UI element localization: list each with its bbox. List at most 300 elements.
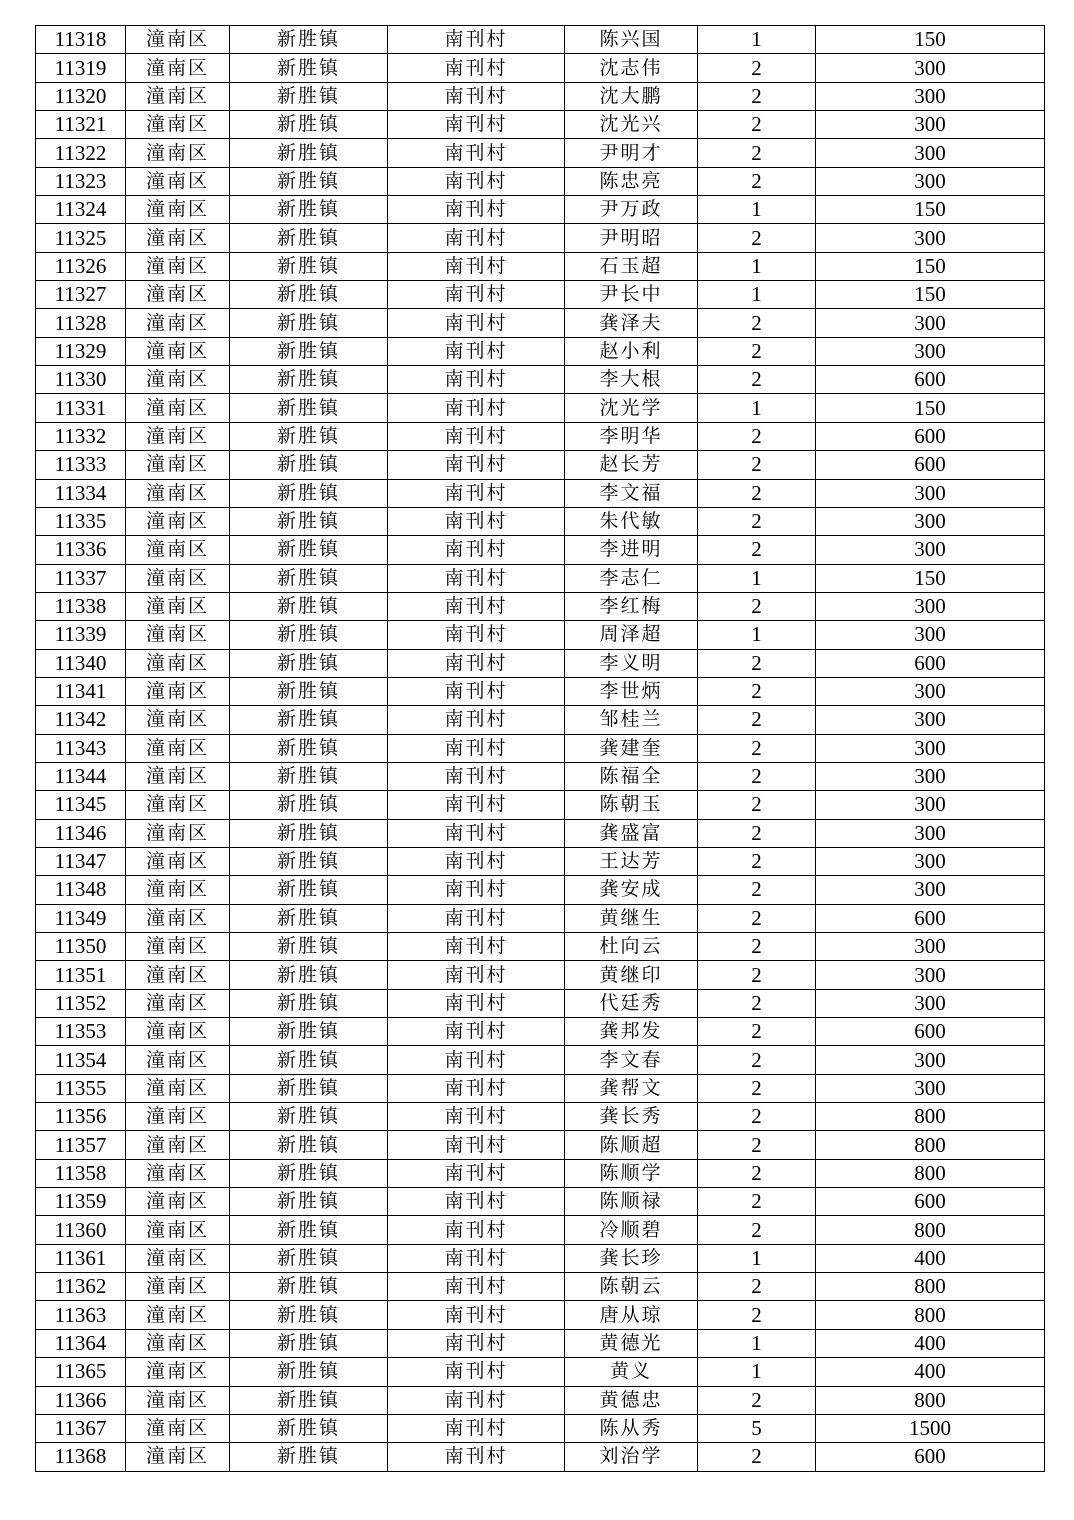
amount-cell: 300 (816, 479, 1045, 507)
table-row (36, 933, 1045, 961)
district-cell: 潼南区 (126, 933, 230, 961)
amount-cell: 300 (816, 82, 1045, 110)
district-cell: 潼南区 (126, 989, 230, 1017)
name-cell: 周泽超 (565, 621, 698, 649)
village-cell: 南刊村 (388, 1329, 565, 1357)
table-row (36, 1301, 1045, 1329)
count-cell: 2 (698, 1216, 816, 1244)
amount-cell: 300 (816, 933, 1045, 961)
town-cell: 新胜镇 (230, 1443, 388, 1471)
table-row (36, 451, 1045, 479)
amount-cell: 800 (816, 1159, 1045, 1187)
district-cell: 潼南区 (126, 1358, 230, 1386)
table-row (36, 791, 1045, 819)
row-number-cell: 11338 (36, 592, 126, 620)
count-cell: 2 (698, 904, 816, 932)
town-cell: 新胜镇 (230, 1358, 388, 1386)
town-cell: 新胜镇 (230, 989, 388, 1017)
village-cell: 南刊村 (388, 649, 565, 677)
name-cell: 龚安成 (565, 876, 698, 904)
amount-cell: 1500 (816, 1414, 1045, 1442)
row-number-cell: 11335 (36, 507, 126, 535)
row-number-cell: 11325 (36, 224, 126, 252)
name-cell: 沈光兴 (565, 111, 698, 139)
table-row (36, 1273, 1045, 1301)
count-cell: 2 (698, 337, 816, 365)
count-cell: 2 (698, 1273, 816, 1301)
name-cell: 沈大鹏 (565, 82, 698, 110)
count-cell: 2 (698, 224, 816, 252)
count-cell: 1 (698, 621, 816, 649)
count-cell: 2 (698, 1188, 816, 1216)
amount-cell: 150 (816, 196, 1045, 224)
amount-cell: 300 (816, 706, 1045, 734)
district-cell: 潼南区 (126, 111, 230, 139)
count-cell: 2 (698, 961, 816, 989)
town-cell: 新胜镇 (230, 54, 388, 82)
row-number-cell: 11368 (36, 1443, 126, 1471)
name-cell: 李志仁 (565, 564, 698, 592)
amount-cell: 800 (816, 1273, 1045, 1301)
count-cell: 2 (698, 677, 816, 705)
row-number-cell: 11365 (36, 1358, 126, 1386)
row-number-cell: 11361 (36, 1244, 126, 1272)
row-number-cell: 11363 (36, 1301, 126, 1329)
district-cell: 潼南区 (126, 1414, 230, 1442)
row-number-cell: 11339 (36, 621, 126, 649)
count-cell: 2 (698, 1103, 816, 1131)
row-number-cell: 11342 (36, 706, 126, 734)
table-row (36, 677, 1045, 705)
amount-cell: 300 (816, 54, 1045, 82)
village-cell: 南刊村 (388, 592, 565, 620)
village-cell: 南刊村 (388, 961, 565, 989)
name-cell: 王达芳 (565, 847, 698, 875)
village-cell: 南刊村 (388, 847, 565, 875)
count-cell: 2 (698, 819, 816, 847)
table-row (36, 734, 1045, 762)
village-cell: 南刊村 (388, 677, 565, 705)
town-cell: 新胜镇 (230, 139, 388, 167)
table-row (36, 139, 1045, 167)
count-cell: 2 (698, 111, 816, 139)
town-cell: 新胜镇 (230, 706, 388, 734)
amount-cell: 600 (816, 451, 1045, 479)
count-cell: 1 (698, 196, 816, 224)
table-row (36, 649, 1045, 677)
district-cell: 潼南区 (126, 82, 230, 110)
name-cell: 龚建奎 (565, 734, 698, 762)
town-cell: 新胜镇 (230, 394, 388, 422)
village-cell: 南刊村 (388, 621, 565, 649)
district-cell: 潼南区 (126, 564, 230, 592)
count-cell: 5 (698, 1414, 816, 1442)
table-row (36, 1244, 1045, 1272)
name-cell: 尹明才 (565, 139, 698, 167)
table-row (36, 507, 1045, 535)
table-row (36, 422, 1045, 450)
name-cell: 龚盛富 (565, 819, 698, 847)
village-cell: 南刊村 (388, 536, 565, 564)
table-row (36, 1131, 1045, 1159)
name-cell: 陈兴国 (565, 26, 698, 54)
name-cell: 陈忠亮 (565, 167, 698, 195)
count-cell: 2 (698, 422, 816, 450)
amount-cell: 300 (816, 507, 1045, 535)
row-number-cell: 11353 (36, 1018, 126, 1046)
count-cell: 2 (698, 54, 816, 82)
village-cell: 南刊村 (388, 819, 565, 847)
town-cell: 新胜镇 (230, 1301, 388, 1329)
count-cell: 2 (698, 1386, 816, 1414)
village-cell: 南刊村 (388, 1018, 565, 1046)
name-cell: 刘治学 (565, 1443, 698, 1471)
amount-cell: 400 (816, 1329, 1045, 1357)
village-cell: 南刊村 (388, 876, 565, 904)
count-cell: 2 (698, 451, 816, 479)
amount-cell: 800 (816, 1103, 1045, 1131)
amount-cell: 300 (816, 139, 1045, 167)
town-cell: 新胜镇 (230, 933, 388, 961)
village-cell: 南刊村 (388, 252, 565, 280)
district-cell: 潼南区 (126, 281, 230, 309)
amount-cell: 300 (816, 876, 1045, 904)
row-number-cell: 11362 (36, 1273, 126, 1301)
district-cell: 潼南区 (126, 677, 230, 705)
amount-cell: 400 (816, 1244, 1045, 1272)
amount-cell: 150 (816, 564, 1045, 592)
village-cell: 南刊村 (388, 1244, 565, 1272)
count-cell: 2 (698, 507, 816, 535)
amount-cell: 300 (816, 167, 1045, 195)
row-number-cell: 11318 (36, 26, 126, 54)
town-cell: 新胜镇 (230, 677, 388, 705)
row-number-cell: 11327 (36, 281, 126, 309)
amount-cell: 150 (816, 252, 1045, 280)
town-cell: 新胜镇 (230, 762, 388, 790)
town-cell: 新胜镇 (230, 819, 388, 847)
amount-cell: 600 (816, 422, 1045, 450)
count-cell: 1 (698, 394, 816, 422)
name-cell: 黄义 (565, 1358, 698, 1386)
table-row (36, 1443, 1045, 1471)
village-cell: 南刊村 (388, 281, 565, 309)
name-cell: 冷顺碧 (565, 1216, 698, 1244)
count-cell: 2 (698, 139, 816, 167)
amount-cell: 300 (816, 847, 1045, 875)
district-cell: 潼南区 (126, 1216, 230, 1244)
district-cell: 潼南区 (126, 1273, 230, 1301)
district-cell: 潼南区 (126, 1386, 230, 1414)
table-row (36, 592, 1045, 620)
amount-cell: 300 (816, 1046, 1045, 1074)
name-cell: 唐从琼 (565, 1301, 698, 1329)
row-number-cell: 11332 (36, 422, 126, 450)
name-cell: 陈顺超 (565, 1131, 698, 1159)
district-cell: 潼南区 (126, 1103, 230, 1131)
count-cell: 2 (698, 989, 816, 1017)
name-cell: 陈顺学 (565, 1159, 698, 1187)
count-cell: 1 (698, 1244, 816, 1272)
name-cell: 陈从秀 (565, 1414, 698, 1442)
row-number-cell: 11329 (36, 337, 126, 365)
district-cell: 潼南区 (126, 1188, 230, 1216)
amount-cell: 300 (816, 989, 1045, 1017)
count-cell: 2 (698, 1443, 816, 1471)
district-cell: 潼南区 (126, 592, 230, 620)
row-number-cell: 11359 (36, 1188, 126, 1216)
count-cell: 1 (698, 1358, 816, 1386)
village-cell: 南刊村 (388, 479, 565, 507)
district-cell: 潼南区 (126, 1074, 230, 1102)
district-cell: 潼南区 (126, 1046, 230, 1074)
name-cell: 龚泽夫 (565, 309, 698, 337)
town-cell: 新胜镇 (230, 309, 388, 337)
name-cell: 赵长芳 (565, 451, 698, 479)
row-number-cell: 11330 (36, 366, 126, 394)
amount-cell: 150 (816, 281, 1045, 309)
village-cell: 南刊村 (388, 904, 565, 932)
row-number-cell: 11345 (36, 791, 126, 819)
name-cell: 黄德光 (565, 1329, 698, 1357)
amount-cell: 300 (816, 819, 1045, 847)
row-number-cell: 11331 (36, 394, 126, 422)
amount-cell: 600 (816, 1188, 1045, 1216)
village-cell: 南刊村 (388, 1103, 565, 1131)
village-cell: 南刊村 (388, 1414, 565, 1442)
row-number-cell: 11333 (36, 451, 126, 479)
village-cell: 南刊村 (388, 394, 565, 422)
district-cell: 潼南区 (126, 904, 230, 932)
table-row (36, 1188, 1045, 1216)
amount-cell: 300 (816, 791, 1045, 819)
table-row (36, 1414, 1045, 1442)
table-row (36, 1046, 1045, 1074)
count-cell: 2 (698, 762, 816, 790)
village-cell: 南刊村 (388, 111, 565, 139)
amount-cell: 300 (816, 677, 1045, 705)
count-cell: 2 (698, 1159, 816, 1187)
town-cell: 新胜镇 (230, 1244, 388, 1272)
town-cell: 新胜镇 (230, 876, 388, 904)
row-number-cell: 11320 (36, 82, 126, 110)
village-cell: 南刊村 (388, 1386, 565, 1414)
row-number-cell: 11321 (36, 111, 126, 139)
amount-cell: 800 (816, 1131, 1045, 1159)
village-cell: 南刊村 (388, 762, 565, 790)
row-number-cell: 11358 (36, 1159, 126, 1187)
count-cell: 1 (698, 564, 816, 592)
town-cell: 新胜镇 (230, 366, 388, 394)
district-cell: 潼南区 (126, 252, 230, 280)
row-number-cell: 11347 (36, 847, 126, 875)
name-cell: 杜向云 (565, 933, 698, 961)
village-cell: 南刊村 (388, 1358, 565, 1386)
village-cell: 南刊村 (388, 309, 565, 337)
table-row (36, 1159, 1045, 1187)
table-row (36, 337, 1045, 365)
district-cell: 潼南区 (126, 649, 230, 677)
town-cell: 新胜镇 (230, 479, 388, 507)
table-row (36, 762, 1045, 790)
name-cell: 龚帮文 (565, 1074, 698, 1102)
village-cell: 南刊村 (388, 1301, 565, 1329)
name-cell: 陈顺禄 (565, 1188, 698, 1216)
row-number-cell: 11360 (36, 1216, 126, 1244)
row-number-cell: 11364 (36, 1329, 126, 1357)
count-cell: 2 (698, 1301, 816, 1329)
town-cell: 新胜镇 (230, 82, 388, 110)
district-cell: 潼南区 (126, 507, 230, 535)
town-cell: 新胜镇 (230, 1046, 388, 1074)
name-cell: 龚邦发 (565, 1018, 698, 1046)
name-cell: 李文福 (565, 479, 698, 507)
amount-cell: 300 (816, 111, 1045, 139)
village-cell: 南刊村 (388, 224, 565, 252)
table-row (36, 111, 1045, 139)
count-cell: 1 (698, 1329, 816, 1357)
village-cell: 南刊村 (388, 422, 565, 450)
row-number-cell: 11319 (36, 54, 126, 82)
town-cell: 新胜镇 (230, 1329, 388, 1357)
data-table (35, 25, 1045, 1472)
district-cell: 潼南区 (126, 479, 230, 507)
count-cell: 2 (698, 592, 816, 620)
count-cell: 2 (698, 876, 816, 904)
town-cell: 新胜镇 (230, 734, 388, 762)
district-cell: 潼南区 (126, 1443, 230, 1471)
count-cell: 2 (698, 479, 816, 507)
name-cell: 李义明 (565, 649, 698, 677)
table-body (36, 26, 1045, 1472)
town-cell: 新胜镇 (230, 26, 388, 54)
district-cell: 潼南区 (126, 876, 230, 904)
district-cell: 潼南区 (126, 734, 230, 762)
village-cell: 南刊村 (388, 1046, 565, 1074)
district-cell: 潼南区 (126, 706, 230, 734)
village-cell: 南刊村 (388, 989, 565, 1017)
row-number-cell: 11324 (36, 196, 126, 224)
table-row (36, 1386, 1045, 1414)
district-cell: 潼南区 (126, 961, 230, 989)
table-row (36, 1103, 1045, 1131)
row-number-cell: 11350 (36, 933, 126, 961)
town-cell: 新胜镇 (230, 1216, 388, 1244)
amount-cell: 300 (816, 592, 1045, 620)
village-cell: 南刊村 (388, 139, 565, 167)
town-cell: 新胜镇 (230, 1386, 388, 1414)
district-cell: 潼南区 (126, 1159, 230, 1187)
row-number-cell: 11344 (36, 762, 126, 790)
row-number-cell: 11337 (36, 564, 126, 592)
district-cell: 潼南区 (126, 621, 230, 649)
village-cell: 南刊村 (388, 734, 565, 762)
town-cell: 新胜镇 (230, 422, 388, 450)
village-cell: 南刊村 (388, 1273, 565, 1301)
name-cell: 黄德忠 (565, 1386, 698, 1414)
name-cell: 陈朝云 (565, 1273, 698, 1301)
table-row (36, 621, 1045, 649)
table-row (36, 961, 1045, 989)
name-cell: 龚长珍 (565, 1244, 698, 1272)
row-number-cell: 11351 (36, 961, 126, 989)
name-cell: 陈福全 (565, 762, 698, 790)
count-cell: 1 (698, 26, 816, 54)
table-row (36, 1329, 1045, 1357)
row-number-cell: 11352 (36, 989, 126, 1017)
amount-cell: 300 (816, 961, 1045, 989)
town-cell: 新胜镇 (230, 791, 388, 819)
town-cell: 新胜镇 (230, 904, 388, 932)
name-cell: 尹万政 (565, 196, 698, 224)
amount-cell: 300 (816, 621, 1045, 649)
district-cell: 潼南区 (126, 366, 230, 394)
district-cell: 潼南区 (126, 139, 230, 167)
district-cell: 潼南区 (126, 309, 230, 337)
table-row (36, 252, 1045, 280)
table-row (36, 536, 1045, 564)
district-cell: 潼南区 (126, 451, 230, 479)
district-cell: 潼南区 (126, 422, 230, 450)
district-cell: 潼南区 (126, 224, 230, 252)
count-cell: 2 (698, 649, 816, 677)
village-cell: 南刊村 (388, 1216, 565, 1244)
name-cell: 李进明 (565, 536, 698, 564)
village-cell: 南刊村 (388, 1188, 565, 1216)
row-number-cell: 11340 (36, 649, 126, 677)
row-number-cell: 11366 (36, 1386, 126, 1414)
town-cell: 新胜镇 (230, 1074, 388, 1102)
table-row (36, 1358, 1045, 1386)
name-cell: 李文春 (565, 1046, 698, 1074)
name-cell: 邹桂兰 (565, 706, 698, 734)
table-row (36, 167, 1045, 195)
amount-cell: 300 (816, 536, 1045, 564)
amount-cell: 300 (816, 309, 1045, 337)
town-cell: 新胜镇 (230, 592, 388, 620)
row-number-cell: 11322 (36, 139, 126, 167)
count-cell: 1 (698, 252, 816, 280)
village-cell: 南刊村 (388, 564, 565, 592)
amount-cell: 400 (816, 1358, 1045, 1386)
amount-cell: 800 (816, 1386, 1045, 1414)
village-cell: 南刊村 (388, 1074, 565, 1102)
village-cell: 南刊村 (388, 54, 565, 82)
row-number-cell: 11343 (36, 734, 126, 762)
name-cell: 沈光学 (565, 394, 698, 422)
name-cell: 黄继印 (565, 961, 698, 989)
town-cell: 新胜镇 (230, 536, 388, 564)
table-row (36, 564, 1045, 592)
town-cell: 新胜镇 (230, 337, 388, 365)
village-cell: 南刊村 (388, 507, 565, 535)
name-cell: 石玉超 (565, 252, 698, 280)
amount-cell: 600 (816, 366, 1045, 394)
amount-cell: 600 (816, 1018, 1045, 1046)
village-cell: 南刊村 (388, 196, 565, 224)
count-cell: 2 (698, 366, 816, 394)
town-cell: 新胜镇 (230, 451, 388, 479)
village-cell: 南刊村 (388, 933, 565, 961)
table-row (36, 847, 1045, 875)
village-cell: 南刊村 (388, 1131, 565, 1159)
town-cell: 新胜镇 (230, 1018, 388, 1046)
row-number-cell: 11328 (36, 309, 126, 337)
town-cell: 新胜镇 (230, 621, 388, 649)
count-cell: 2 (698, 82, 816, 110)
amount-cell: 800 (816, 1301, 1045, 1329)
town-cell: 新胜镇 (230, 1414, 388, 1442)
